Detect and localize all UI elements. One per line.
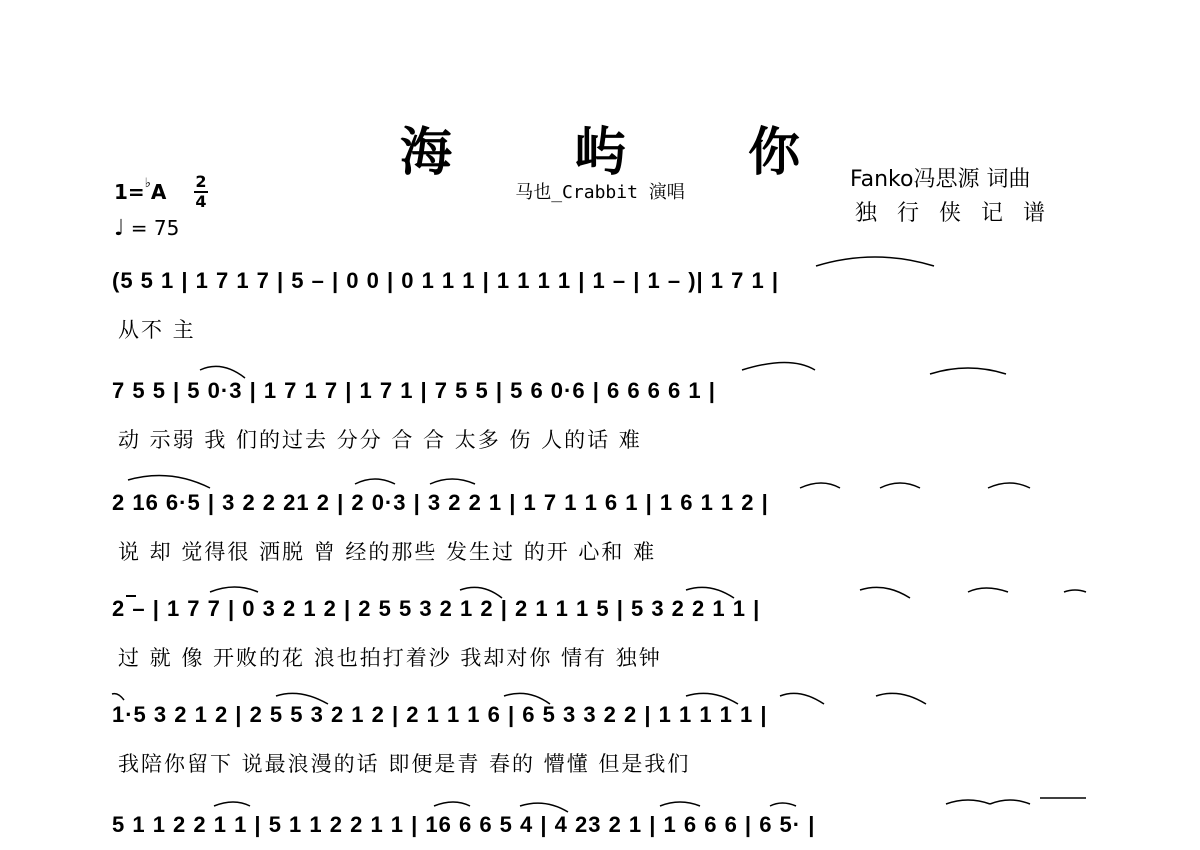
notation-line: (5 5 1 | 1 7 1 7 | 5 – | 0 0 | 0 1 1 1 | 1 1 1 1 | 1 – | 1 – )| 1 7 1 |: [112, 268, 779, 293]
slur-arc: [660, 802, 700, 806]
slur-arc: [770, 803, 796, 806]
time-bottom: 4: [195, 192, 207, 211]
slur-arc: [504, 693, 550, 704]
slur-arc: [686, 693, 738, 704]
time-top: 2: [195, 172, 207, 191]
lyric-line: 说 却 觉得很 洒脱 曾 经的那些 发生过 的开 心和 难: [118, 540, 657, 564]
slur-arc: [460, 587, 502, 598]
slur-arc: [520, 803, 568, 812]
slur-arc: [210, 587, 258, 592]
slur-arc: [968, 588, 1008, 592]
slur-arc: [112, 694, 124, 700]
slur-arc: [860, 587, 910, 598]
lyric-line: 从不 主: [118, 318, 196, 342]
slur-arc: [355, 479, 395, 484]
lyric-line: 动 示弱 我 们的过去 分分 合 合 太多 伤 人的话 难: [118, 428, 642, 452]
notation-line: 5 1 1 2 2 1 1 | 5 1 1 2 2 1 1 | 16 6 6 5 4 | 4 23 2 1 | 1 6 6 6 | 6 5· |: [112, 812, 816, 837]
slur-arc: [276, 693, 328, 704]
key-prefix: 1=: [114, 180, 145, 204]
composer-credit: Fanko冯思源 词曲: [850, 167, 1031, 192]
slur-arc: [946, 800, 990, 804]
slur-arc: [430, 479, 475, 484]
notation-line: 7 5 5 | 5 0·3 | 1 7 1 7 | 1 7 1 | 7 5 5 | 5 6 0·6 | 6 6 6 6 1 |: [112, 378, 716, 403]
notation-line: 1·5 3 2 1 2 | 2 5 5 3 2 1 2 | 2 1 1 1 6 | 6 5 3 3 2 2 | 1 1 1 1 1 |: [112, 702, 768, 727]
slur-arc: [214, 802, 250, 806]
page-title: 海 屿 你: [399, 122, 853, 183]
performer-credit: 马也_Crabbit 演唱: [515, 182, 685, 203]
slur-arc: [686, 587, 734, 598]
slur-arc: [990, 800, 1030, 804]
slur-arc: [434, 802, 470, 806]
slur-arc: [742, 363, 815, 371]
flat-sign: ♭: [144, 176, 151, 191]
slur-arc: [876, 693, 926, 704]
key-note: A: [150, 180, 167, 204]
slur-arc: [880, 483, 920, 488]
slur-arc: [930, 368, 1006, 374]
slur-arc: [780, 693, 824, 704]
notation-line: 2 – | 1 7 7 | 0 3 2 1 2 | 2 5 5 3 2 1 2 | 2 1 1 1 5 | 5 3 2 2 1 1 |: [112, 596, 761, 621]
tempo-value: = 75: [130, 216, 180, 240]
lyric-line: 我陪你留下 说最浪漫的话 即便是青 春的 懵懂 但是我们: [118, 752, 691, 776]
slur-arc: [200, 366, 245, 378]
slur-arc: [988, 483, 1030, 488]
lyric-line: 过 就 像 开败的花 浪也拍打着沙 我却对你 情有 独钟: [118, 646, 662, 670]
slur-arc: [816, 257, 934, 266]
notation-line: 2 16 6·5 | 3 2 2 21 2 | 2 0·3 | 3 2 2 1 | 1 7 1 1 6 1 | 1 6 1 1 2 |: [112, 490, 769, 515]
slur-arc: [800, 483, 840, 488]
slur-arc: [128, 476, 210, 489]
quarter-note-icon: ♩: [114, 216, 125, 241]
transcriber-credit: 独行侠记谱: [855, 201, 1066, 226]
slur-arc: [1064, 590, 1086, 592]
